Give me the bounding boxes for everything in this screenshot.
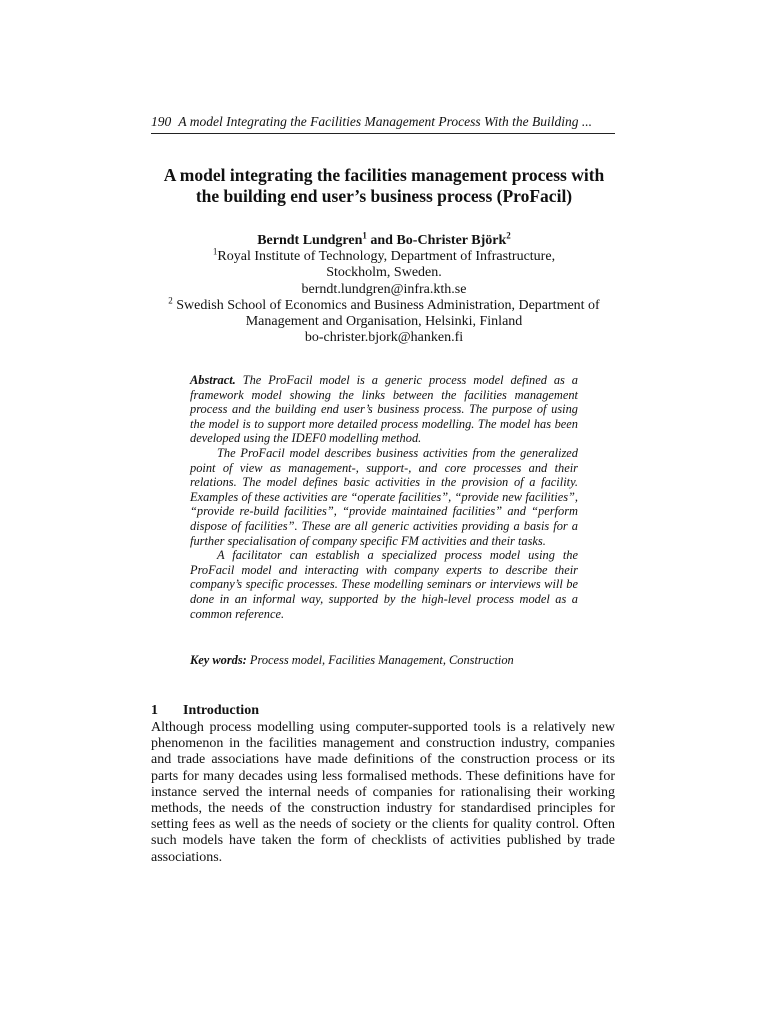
page-number: 190	[151, 114, 172, 129]
affiliation-2-line-1: Swedish School of Economics and Business Administration, Department of	[172, 297, 600, 313]
affiliation-1-sup: 1	[212, 246, 218, 257]
paper-title-line-1: A model integrating the facilities management process with	[163, 165, 605, 185]
affiliation-1	[150, 246, 618, 265]
affiliation-1-line-1: Royal Institute of Technology, Department of Infrastructure,	[217, 249, 556, 265]
section-title: Introduction	[183, 703, 259, 718]
author-block	[150, 230, 618, 346]
author-conjunction: and	[366, 233, 397, 248]
affiliation-2-line-2: Management and Organisation, Helsinki, Finland	[245, 314, 523, 330]
author-2-email[interactable]: bo-christer.bjork@hanken.fi	[304, 330, 464, 346]
author-1-email[interactable]: berndt.lundgren@infra.kth.se	[301, 281, 467, 297]
affiliation-1-line-2: Stockholm, Sweden.	[326, 265, 442, 281]
keywords-text: Process model, Facilities Management, Construction	[246, 653, 514, 667]
body-paragraph: Although process modelling using computer-supported tools is a relatively new phenomenon in the facilities management and construction industry, companies and trade associations have made definitions of the construction process or its parts for many decades using less formalised methods. These definitions have for instance served the internal needs of companies for rationalising their working methods, the needs of the construction industry for standardised principles for setting fees as well as the needs of society or the clients for quality control. Often such models have taken the form of checklists of activities published by trade associations.	[151, 720, 615, 865]
keywords	[190, 653, 590, 668]
author-names	[150, 230, 618, 249]
abstract-label: Abstract.	[190, 373, 236, 387]
abstract	[190, 373, 578, 621]
paper-title-line-2: the building end user’s business process (ProFacil)	[195, 186, 573, 206]
section-number: 1	[151, 703, 158, 718]
paper-title	[130, 165, 638, 207]
running-title: A model Integrating the Facilities Management Process With the Building ...	[178, 114, 592, 129]
abstract-paragraph-2: The ProFacil model describes business activities from the generalized point of view as management-, support-, and core processes and their relations. The model defines basic activities in the provision of a facility. Examples of these activities are “operate facilities”, “provide new facilities”, “provide re-build facilities”, “provide maintained facilities” and “perform dispose of facilities”. These are all generic activities providing a basis for a further specialisation of company specific FM activities and their tasks.	[190, 445, 578, 548]
affiliation-2	[150, 295, 618, 314]
author-2-name: Bo-Christer Björk	[396, 233, 507, 248]
section-body	[151, 720, 615, 866]
affiliation-2-sup: 2	[168, 295, 173, 306]
keywords-label: Key words:	[190, 653, 247, 667]
running-header	[151, 114, 615, 134]
section-heading	[151, 703, 259, 719]
author-1-sup: 1	[362, 230, 367, 241]
abstract-paragraph-3: A facilitator can establish a specialized process model using the ProFacil model and interacting with company experts to describe their company’s specific processes. These modelling seminars or interviews will be done in an informal way, supported by the high-level process model as a common reference.	[190, 548, 578, 621]
abstract-paragraph-1	[190, 373, 578, 446]
author-2-sup: 2	[506, 230, 511, 241]
author-1-name: Berndt Lundgren	[257, 233, 363, 248]
abstract-paragraph-1-text: The ProFacil model is a generic process model defined as a framework model showing the links between the facilities management process and the building end user’s business process. The purpose of using the model is to support more detailed process modelling. The model has been developed using the IDEF0 modelling method.	[190, 373, 578, 446]
